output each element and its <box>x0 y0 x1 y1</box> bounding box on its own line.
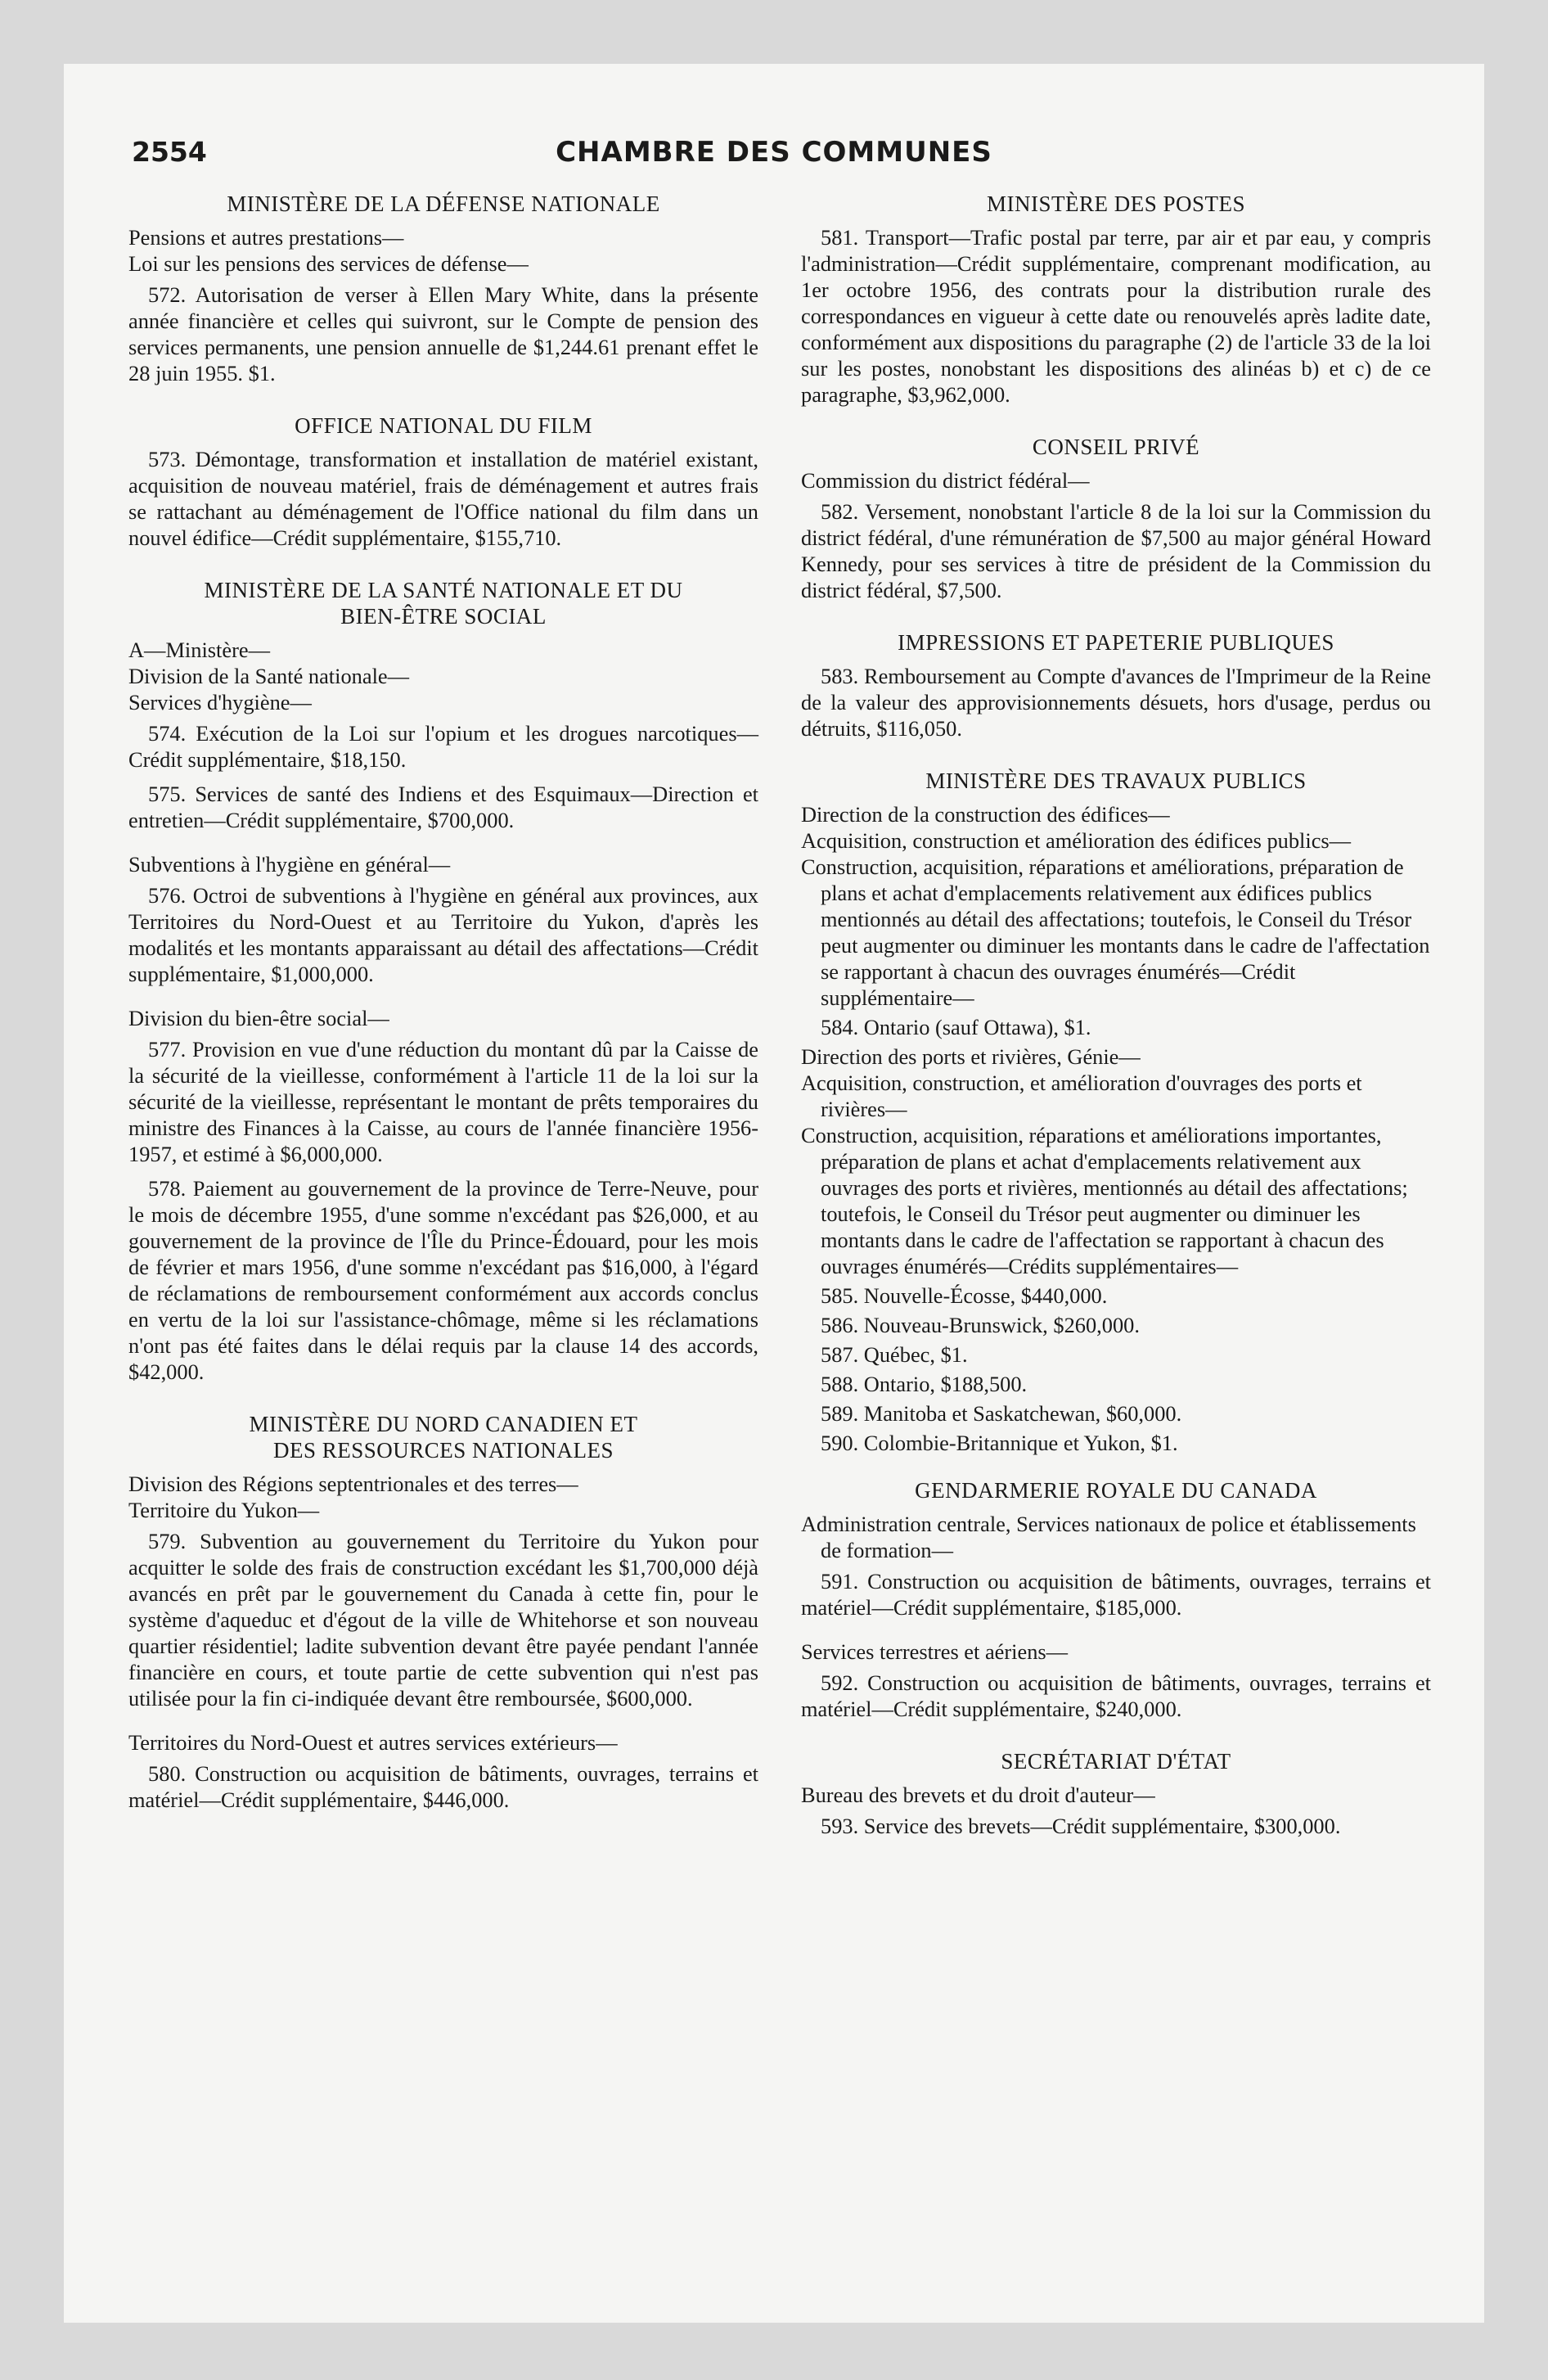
section-gap <box>801 611 1431 629</box>
block-gap <box>801 1629 1431 1639</box>
vote-paragraph: 591. Construction ou acquisition de bâtiments, ouvrages, terrains et matériel—Crédit supplémentaire, $185,000. <box>801 1569 1431 1620</box>
subheading: Territoire du Yukon— <box>128 1498 320 1522</box>
section-gap <box>801 416 1431 434</box>
subheading: Commission du district fédéral— <box>801 468 1090 493</box>
page-header <box>132 136 1416 185</box>
subheading: Pensions et autres prestations— <box>128 225 404 250</box>
section-title: BIEN-ÊTRE SOCIAL <box>340 604 547 629</box>
page-number: 2554 <box>132 136 207 168</box>
subheading: A—Ministère— <box>128 638 270 662</box>
vote-item: 584. Ontario (sauf Ottawa), $1. <box>821 1015 1091 1039</box>
section-gap <box>128 394 758 412</box>
vote-paragraph: 593. Service des brevets—Crédit supplémentaire, $300,000. <box>821 1814 1341 1838</box>
vote-paragraph: 579. Subvention au gouvernement du Territoire du Yukon pour acquitter le solde des frais de construction excédant les $1,700,000 déjà avancés en prêt par le gouvernement du Canada à cette fin, pour le système d'aqueduc et d'égout de la ville de Whitehorse et son nouveau quartier résidentiel; ladite subvention devant être payée pendant l'année financière en cours, et toute partie de cette subvention qui n'est pas utilisée pour la fin ci-indiquée devant être remboursée, $600,000. <box>128 1529 758 1711</box>
vote-paragraph: 580. Construction ou acquisition de bâtiments, ouvrages, terrains et matériel—Crédit supplémentaire, $446,000. <box>128 1761 758 1812</box>
vote-item: 589. Manitoba et Saskatchewan, $60,000. <box>821 1401 1182 1426</box>
section-title: CONSEIL PRIVÉ <box>1032 435 1200 459</box>
section-title: SECRÉTARIAT D'ÉTAT <box>1001 1749 1231 1774</box>
subheading: Administration centrale, Services nationaux de police et établissements de formation— <box>801 1512 1416 1562</box>
vote-item: 588. Ontario, $188,500. <box>821 1372 1028 1396</box>
section-title: GENDARMERIE ROYALE DU CANADA <box>915 1478 1317 1503</box>
subheading: Division du bien-être social— <box>128 1006 389 1030</box>
vote-paragraph: 577. Provision en vue d'une réduction du montant dû par la Caisse de la sécurité de la vieillesse, conformément à l'article 11 de la loi sur la sécurité de la vieillesse, représentant le montant de prêts temporaires du ministre des Finances à la Caisse, au cours de l'année financière 1956-1957, et estimé à $6,000,000. <box>128 1037 758 1166</box>
vote-item: 590. Colombie-Britannique et Yukon, $1. <box>821 1431 1178 1455</box>
subheading: Direction des ports et rivières, Génie— <box>801 1044 1141 1069</box>
running-title: CHAMBRE DES COMMUNES <box>556 136 992 169</box>
vote-paragraph: 592. Construction ou acquisition de bâtiments, ouvrages, terrains et matériel—Crédit supplémentaire, $240,000. <box>801 1670 1431 1721</box>
vote-paragraph: 576. Octroi de subventions à l'hygiène en général aux provinces, aux Territoires du Nord-Ouest et au Territoire du Yukon, d'après les modalités et les montants apparaissant au détail des affectations—Crédit supplémentaire, $1,000,000. <box>128 883 758 986</box>
vote-paragraph: 582. Versement, nonobstant l'article 8 de la loi sur la Commission du district fédéral, d'une rémunération de $7,500 au major général Howard Kennedy, pour ses services à titre de président de la Commission du district fédéral, $7,500. <box>801 499 1431 602</box>
vote-item: 585. Nouvelle-Écosse, $440,000. <box>821 1283 1108 1308</box>
subheading: Services terrestres et aériens— <box>801 1639 1069 1664</box>
section-gap <box>801 1730 1431 1748</box>
vote-paragraph: 575. Services de santé des Indiens et des Esquimaux—Direction et entretien—Crédit supplémentaire, $700,000. <box>128 782 758 832</box>
subheading: Acquisition, construction et amélioration des édifices publics— <box>801 828 1352 853</box>
block-gap <box>128 841 758 851</box>
section-gap <box>801 750 1431 768</box>
right-column <box>801 191 1431 1847</box>
block-gap <box>128 1720 758 1729</box>
left-column <box>128 191 758 1821</box>
subheading: Acquisition, construction, et amélioration d'ouvrages des ports et rivières— <box>801 1071 1362 1121</box>
section-title: MINISTÈRE DES TRAVAUX PUBLICS <box>925 769 1307 793</box>
section-title: IMPRESSIONS ET PAPETERIE PUBLIQUES <box>898 630 1334 655</box>
section-title: MINISTÈRE DU NORD CANADIEN ET <box>249 1412 638 1436</box>
section-title: MINISTÈRE DES POSTES <box>986 192 1246 216</box>
section-gap <box>128 559 758 577</box>
section-gap <box>128 1393 758 1411</box>
section-title: MINISTÈRE DE LA SANTÉ NATIONALE ET DU <box>204 578 683 602</box>
page <box>64 64 1484 2323</box>
vote-item: 586. Nouveau-Brunswick, $260,000. <box>821 1313 1140 1337</box>
vote-paragraph: 578. Paiement au gouvernement de la province de Terre-Neuve, pour le mois de décembre 1955, d'une somme n'excédant pas $26,000, et au gouvernement de la province de l'Île du Prince-Édouard, pour les mois de février et mars 1956, d'une somme n'excédant pas $16,000, à l'égard de réclamations de remboursement conformément aux accords conclus en vertu de la loi sur l'assistance-chômage, même si les réclamations n'ont pas été faites dans le délai requis par la clause 14 des accords, $42,000. <box>128 1176 758 1384</box>
vote-paragraph: 572. Autorisation de verser à Ellen Mary White, dans la présente année financière et celles qui suivront, sur le Compte de pension des services permanents, une pension annuelle de $1,244.61 prenant effet le 28 juin 1955. $1. <box>128 282 758 385</box>
vote-paragraph: 574. Exécution de la Loi sur l'opium et les drogues narcotiques—Crédit supplémentaire, $18,150. <box>128 721 758 772</box>
section-title: OFFICE NATIONAL DU FILM <box>295 413 592 438</box>
section-title: DES RESSOURCES NATIONALES <box>272 1438 614 1463</box>
subheading: Division des Régions septentrionales et des terres— <box>128 1472 578 1496</box>
subheading: Subventions à l'hygiène en général— <box>128 852 451 877</box>
vote-paragraph: 581. Transport—Trafic postal par terre, par air et par eau, y compris l'administration—Crédit supplémentaire, comprenant modification, au 1er octobre 1956, des contrats pour la distribution rurale des correspondances en vigueur à cette date ou renouvelés après ladite date, conformément aux dispositions du paragraphe (2) de l'article 33 de la loi sur les postes, nonobstant les dispositions des alinéas b) et c) de ce paragraphe, $3,962,000. <box>801 225 1431 407</box>
subheading: Loi sur les pensions des services de défense— <box>128 251 529 276</box>
block-gap <box>128 995 758 1005</box>
subheading: Construction, acquisition, réparations et améliorations importantes, préparation de plans et achat d'emplacements relativement aux ouvrages des ports et rivières, mentionnés au détail des affectations; toutefois, le Conseil du Trésor peut augmenter ou diminuer les montants dans le cadre de l'affectation se rapportant à chacun des ouvrages énumérés—Crédits supplémentaires— <box>801 1123 1408 1278</box>
vote-paragraph: 583. Remboursement au Compte d'avances de l'Imprimeur de la Reine de la valeur des approvisionnements désuets, hors d'usage, perdus ou détruits, $116,050. <box>801 664 1431 741</box>
section-gap <box>801 1459 1431 1477</box>
vote-paragraph: 573. Démontage, transformation et installation de matériel existant, acquisition de nouveau matériel, frais de déménagement et autres frais se rattachant au déménagement de l'Office national du film dans un nouvel édifice—Crédit supplémentaire, $155,710. <box>128 447 758 550</box>
subheading: Bureau des brevets et du droit d'auteur— <box>801 1783 1155 1807</box>
vote-item: 587. Québec, $1. <box>821 1342 968 1367</box>
subheading: Services d'hygiène— <box>128 690 312 714</box>
section-title: MINISTÈRE DE LA DÉFENSE NATIONALE <box>227 192 660 216</box>
subheading: Division de la Santé nationale— <box>128 664 410 688</box>
subheading: Direction de la construction des édifices— <box>801 802 1170 827</box>
subheading: Territoires du Nord-Ouest et autres services extérieurs— <box>128 1730 618 1755</box>
subheading: Construction, acquisition, réparations et améliorations, préparation de plans et achat d'emplacements relativement aux édifices publics mentionnés au détail des affectations; toutefois, le Conseil du Trésor peut augmenter ou diminuer les montants dans le cadre de l'affectation se rapportant à chacun des ouvrages énumérés—Crédit supplémentaire— <box>801 854 1430 1010</box>
